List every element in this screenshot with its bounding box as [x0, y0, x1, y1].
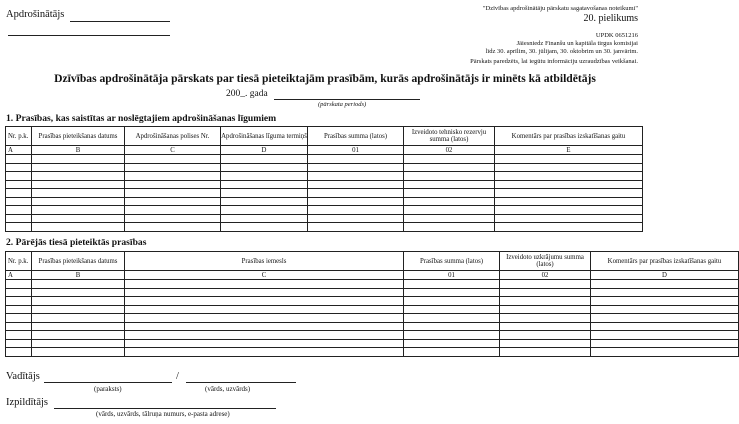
table-cell[interactable]: [404, 322, 500, 331]
table-cell[interactable]: [6, 305, 32, 314]
table-row: [6, 280, 739, 289]
table-cell[interactable]: [6, 348, 32, 357]
table-cell[interactable]: [404, 331, 500, 340]
table-cell[interactable]: [591, 322, 739, 331]
code-cell: 01: [404, 271, 500, 280]
col-reserve-amount: Izveidoto tehnisko rezervju summa (latos): [404, 127, 495, 146]
table-cell[interactable]: [308, 172, 404, 181]
table-cell[interactable]: [221, 206, 308, 215]
table-row: [6, 314, 739, 323]
table-cell[interactable]: [125, 163, 221, 172]
table-cell[interactable]: [404, 172, 495, 181]
table-cell[interactable]: [125, 314, 404, 323]
table-cell[interactable]: [308, 163, 404, 172]
table-cell[interactable]: [6, 163, 32, 172]
table-cell[interactable]: [591, 314, 739, 323]
submission-authority: Jāiesniedz Finanšu un kapitāla tirgus komisijai: [516, 40, 638, 47]
table-cell[interactable]: [308, 180, 404, 189]
code-cell: B: [32, 271, 125, 280]
table-cell[interactable]: [32, 214, 125, 223]
code-cell: B: [32, 146, 125, 155]
table-cell[interactable]: [32, 155, 125, 164]
table-cell[interactable]: [125, 322, 404, 331]
table-cell[interactable]: [6, 322, 32, 331]
table-cell[interactable]: [500, 339, 591, 348]
table-cell[interactable]: [404, 197, 495, 206]
section1-heading: 1. Prasības, kas saistītas ar noslēgtajiem apdrošināšanas līgumiem: [6, 113, 277, 124]
period-prefix: 200_. gada: [226, 89, 268, 99]
table-cell[interactable]: [32, 163, 125, 172]
col-claim-date: Prasības pieteikšanas datums: [32, 127, 125, 146]
table-cell[interactable]: [404, 214, 495, 223]
col-policy-number: Apdrošināšanas polises Nr.: [125, 127, 221, 146]
table-cell[interactable]: [32, 197, 125, 206]
table-cell[interactable]: [125, 155, 221, 164]
table-cell[interactable]: [6, 339, 32, 348]
table-cell[interactable]: [404, 180, 495, 189]
table-cell[interactable]: [6, 214, 32, 223]
table-cell[interactable]: [32, 189, 125, 198]
period-caption: (pārskata periods): [318, 101, 367, 108]
table-cell[interactable]: [221, 214, 308, 223]
table-cell[interactable]: [125, 339, 404, 348]
table-cell[interactable]: [221, 163, 308, 172]
table-row: [6, 297, 739, 306]
table-cell[interactable]: [32, 348, 125, 357]
report-title: Dzīvības apdrošinātāja pārskats par tiesā pieteiktajām prasībām, kurās apdrošinātājs ir minēts kā atbildētājs: [54, 72, 596, 85]
table-cell[interactable]: [6, 172, 32, 181]
table-row: [6, 189, 643, 198]
manager-name-line[interactable]: [186, 382, 296, 383]
col-claim-reason: Prasības iemesls: [125, 252, 404, 271]
table-cell[interactable]: [32, 223, 125, 232]
table-cell[interactable]: [500, 305, 591, 314]
table-row: [6, 155, 643, 164]
col-claim-date: Prasības pieteikšanas datums: [32, 252, 125, 271]
signature-caption: (paraksts): [94, 385, 122, 393]
table-cell[interactable]: [591, 280, 739, 289]
table-cell[interactable]: [591, 348, 739, 357]
table-cell[interactable]: [495, 155, 643, 164]
manager-signature-line[interactable]: [44, 382, 172, 383]
table-cell[interactable]: [32, 172, 125, 181]
table-cell[interactable]: [404, 163, 495, 172]
table-cell[interactable]: [591, 331, 739, 340]
col-nr: Nr. p.k.: [6, 127, 32, 146]
table-cell[interactable]: [6, 180, 32, 189]
table-cell[interactable]: [32, 280, 125, 289]
table-cell[interactable]: [6, 280, 32, 289]
table-cell[interactable]: [404, 223, 495, 232]
table-cell[interactable]: [404, 297, 500, 306]
table-cell[interactable]: [500, 288, 591, 297]
table-row: [6, 163, 643, 172]
table-row: [6, 288, 739, 297]
table-cell[interactable]: [125, 197, 221, 206]
table-cell[interactable]: [6, 189, 32, 198]
table-cell[interactable]: [404, 305, 500, 314]
table-cell[interactable]: [32, 331, 125, 340]
code-cell: A: [6, 146, 32, 155]
table-cell[interactable]: [221, 155, 308, 164]
table-cell[interactable]: [125, 280, 404, 289]
table-cell[interactable]: [404, 348, 500, 357]
code-cell: 02: [404, 146, 495, 155]
table-cell[interactable]: [6, 314, 32, 323]
table-row: [6, 305, 739, 314]
form-purpose-note: Pārskats paredzēts, lai iegūtu informāciju uzraudzības veikšanai.: [470, 58, 638, 65]
table-row: [6, 339, 739, 348]
preparer-info-line[interactable]: [54, 408, 276, 409]
preparer-caption: (vārds, uzvārds, tālruņa numurs, e-pasta adrese): [96, 410, 230, 418]
code-cell: D: [591, 271, 739, 280]
col-claim-amount: Prasības summa (latos): [308, 127, 404, 146]
manager-label: Vadītājs: [6, 371, 40, 382]
table-row: [6, 206, 643, 215]
table-cell[interactable]: [125, 180, 221, 189]
table-cell[interactable]: [32, 339, 125, 348]
table-cell[interactable]: [308, 206, 404, 215]
table-cell[interactable]: [125, 331, 404, 340]
table-cell[interactable]: [32, 206, 125, 215]
insurer-label: Apdrošinātājs: [6, 9, 65, 20]
code-cell: 01: [308, 146, 404, 155]
col-nr: Nr. p.k.: [6, 252, 32, 271]
table-cell[interactable]: [591, 297, 739, 306]
table-cell[interactable]: [221, 189, 308, 198]
table-cell[interactable]: [6, 197, 32, 206]
insurer-name-line[interactable]: [70, 21, 170, 22]
table-cell[interactable]: [308, 155, 404, 164]
table-cell[interactable]: [32, 288, 125, 297]
table-cell[interactable]: [591, 288, 739, 297]
table-row: [6, 322, 739, 331]
col-claim-amount: Prasības summa (latos): [404, 252, 500, 271]
table-cell[interactable]: [591, 305, 739, 314]
code-cell: C: [125, 271, 404, 280]
table-cell[interactable]: [495, 180, 643, 189]
table-cell[interactable]: [125, 305, 404, 314]
table-cell[interactable]: [221, 180, 308, 189]
table-row: [6, 172, 643, 181]
table-cell[interactable]: [6, 223, 32, 232]
table-cell[interactable]: [32, 322, 125, 331]
table-cell[interactable]: [308, 223, 404, 232]
form-code: UPDK 0651216: [595, 32, 638, 39]
table-cell[interactable]: [495, 189, 643, 198]
table-cell[interactable]: [591, 339, 739, 348]
submission-deadlines: līdz 30. aprīlim, 30. jūlijam, 30. oktobrim un 30. janvārim.: [485, 48, 638, 55]
table-cell[interactable]: [495, 163, 643, 172]
col-provision-amount: Izveidoto uzkrājumu summa (latos): [500, 252, 591, 271]
table-cell[interactable]: [500, 314, 591, 323]
name-separator: /: [176, 371, 179, 382]
table-cell[interactable]: [404, 288, 500, 297]
table-row: [6, 180, 643, 189]
table-cell[interactable]: [221, 197, 308, 206]
table-cell[interactable]: [404, 189, 495, 198]
table-cell[interactable]: [404, 314, 500, 323]
table-cell[interactable]: [495, 197, 643, 206]
table-cell[interactable]: [500, 348, 591, 357]
table-cell[interactable]: [404, 280, 500, 289]
table-cell[interactable]: [125, 172, 221, 181]
table-cell[interactable]: [125, 189, 221, 198]
period-input-line[interactable]: [274, 99, 420, 100]
col-contract-term: Apdrošināšanas līguma termiņš: [221, 127, 308, 146]
table-cell[interactable]: [495, 172, 643, 181]
regulation-title: "Dzīvības apdrošinātāju pārskatu sagatavošanas noteikumi": [482, 5, 638, 12]
other-claims-table: [5, 251, 739, 357]
table-cell[interactable]: [6, 288, 32, 297]
table-row: [6, 197, 643, 206]
table-cell[interactable]: [125, 214, 221, 223]
table-cell[interactable]: [32, 180, 125, 189]
table-row: [6, 214, 643, 223]
table-cell[interactable]: [6, 155, 32, 164]
table-row: [6, 331, 739, 340]
section2-heading: 2. Pārējās tiesā pieteiktās prasības: [6, 237, 147, 248]
code-cell: C: [125, 146, 221, 155]
code-cell: E: [495, 146, 643, 155]
code-cell: D: [221, 146, 308, 155]
table-cell[interactable]: [308, 197, 404, 206]
claims-contracts-table: [5, 126, 643, 232]
table-cell[interactable]: [32, 305, 125, 314]
table-cell[interactable]: [500, 331, 591, 340]
table-cell[interactable]: [404, 206, 495, 215]
table-cell[interactable]: [500, 297, 591, 306]
table-cell[interactable]: [125, 223, 221, 232]
table-cell[interactable]: [500, 322, 591, 331]
table-cell[interactable]: [6, 331, 32, 340]
table-cell[interactable]: [404, 155, 495, 164]
preparer-label: Izpildītājs: [6, 397, 48, 408]
table-cell[interactable]: [500, 280, 591, 289]
table-cell[interactable]: [32, 314, 125, 323]
table-cell[interactable]: [6, 297, 32, 306]
appendix-number: 20. pielikums: [583, 13, 638, 24]
col-comment: Komentārs par prasības izskatīšanas gaitu: [495, 127, 643, 146]
code-cell: A: [6, 271, 32, 280]
code-cell: 02: [500, 271, 591, 280]
table-cell[interactable]: [308, 214, 404, 223]
table-cell[interactable]: [125, 348, 404, 357]
col-comment: Komentārs par prasības izskatīšanas gaitu: [591, 252, 739, 271]
table-cell[interactable]: [404, 339, 500, 348]
table-cell[interactable]: [308, 189, 404, 198]
table-row: [6, 348, 739, 357]
table-cell[interactable]: [495, 223, 643, 232]
table-cell[interactable]: [125, 288, 404, 297]
table-cell[interactable]: [495, 214, 643, 223]
table-cell[interactable]: [32, 297, 125, 306]
table-cell[interactable]: [495, 206, 643, 215]
table-cell[interactable]: [125, 297, 404, 306]
table-row: [6, 223, 643, 232]
name-caption: (vārds, uzvārds): [205, 385, 251, 393]
table-cell[interactable]: [221, 172, 308, 181]
insurer-extra-line[interactable]: [8, 35, 170, 36]
table-cell[interactable]: [221, 223, 308, 232]
table-cell[interactable]: [125, 206, 221, 215]
table-cell[interactable]: [6, 206, 32, 215]
